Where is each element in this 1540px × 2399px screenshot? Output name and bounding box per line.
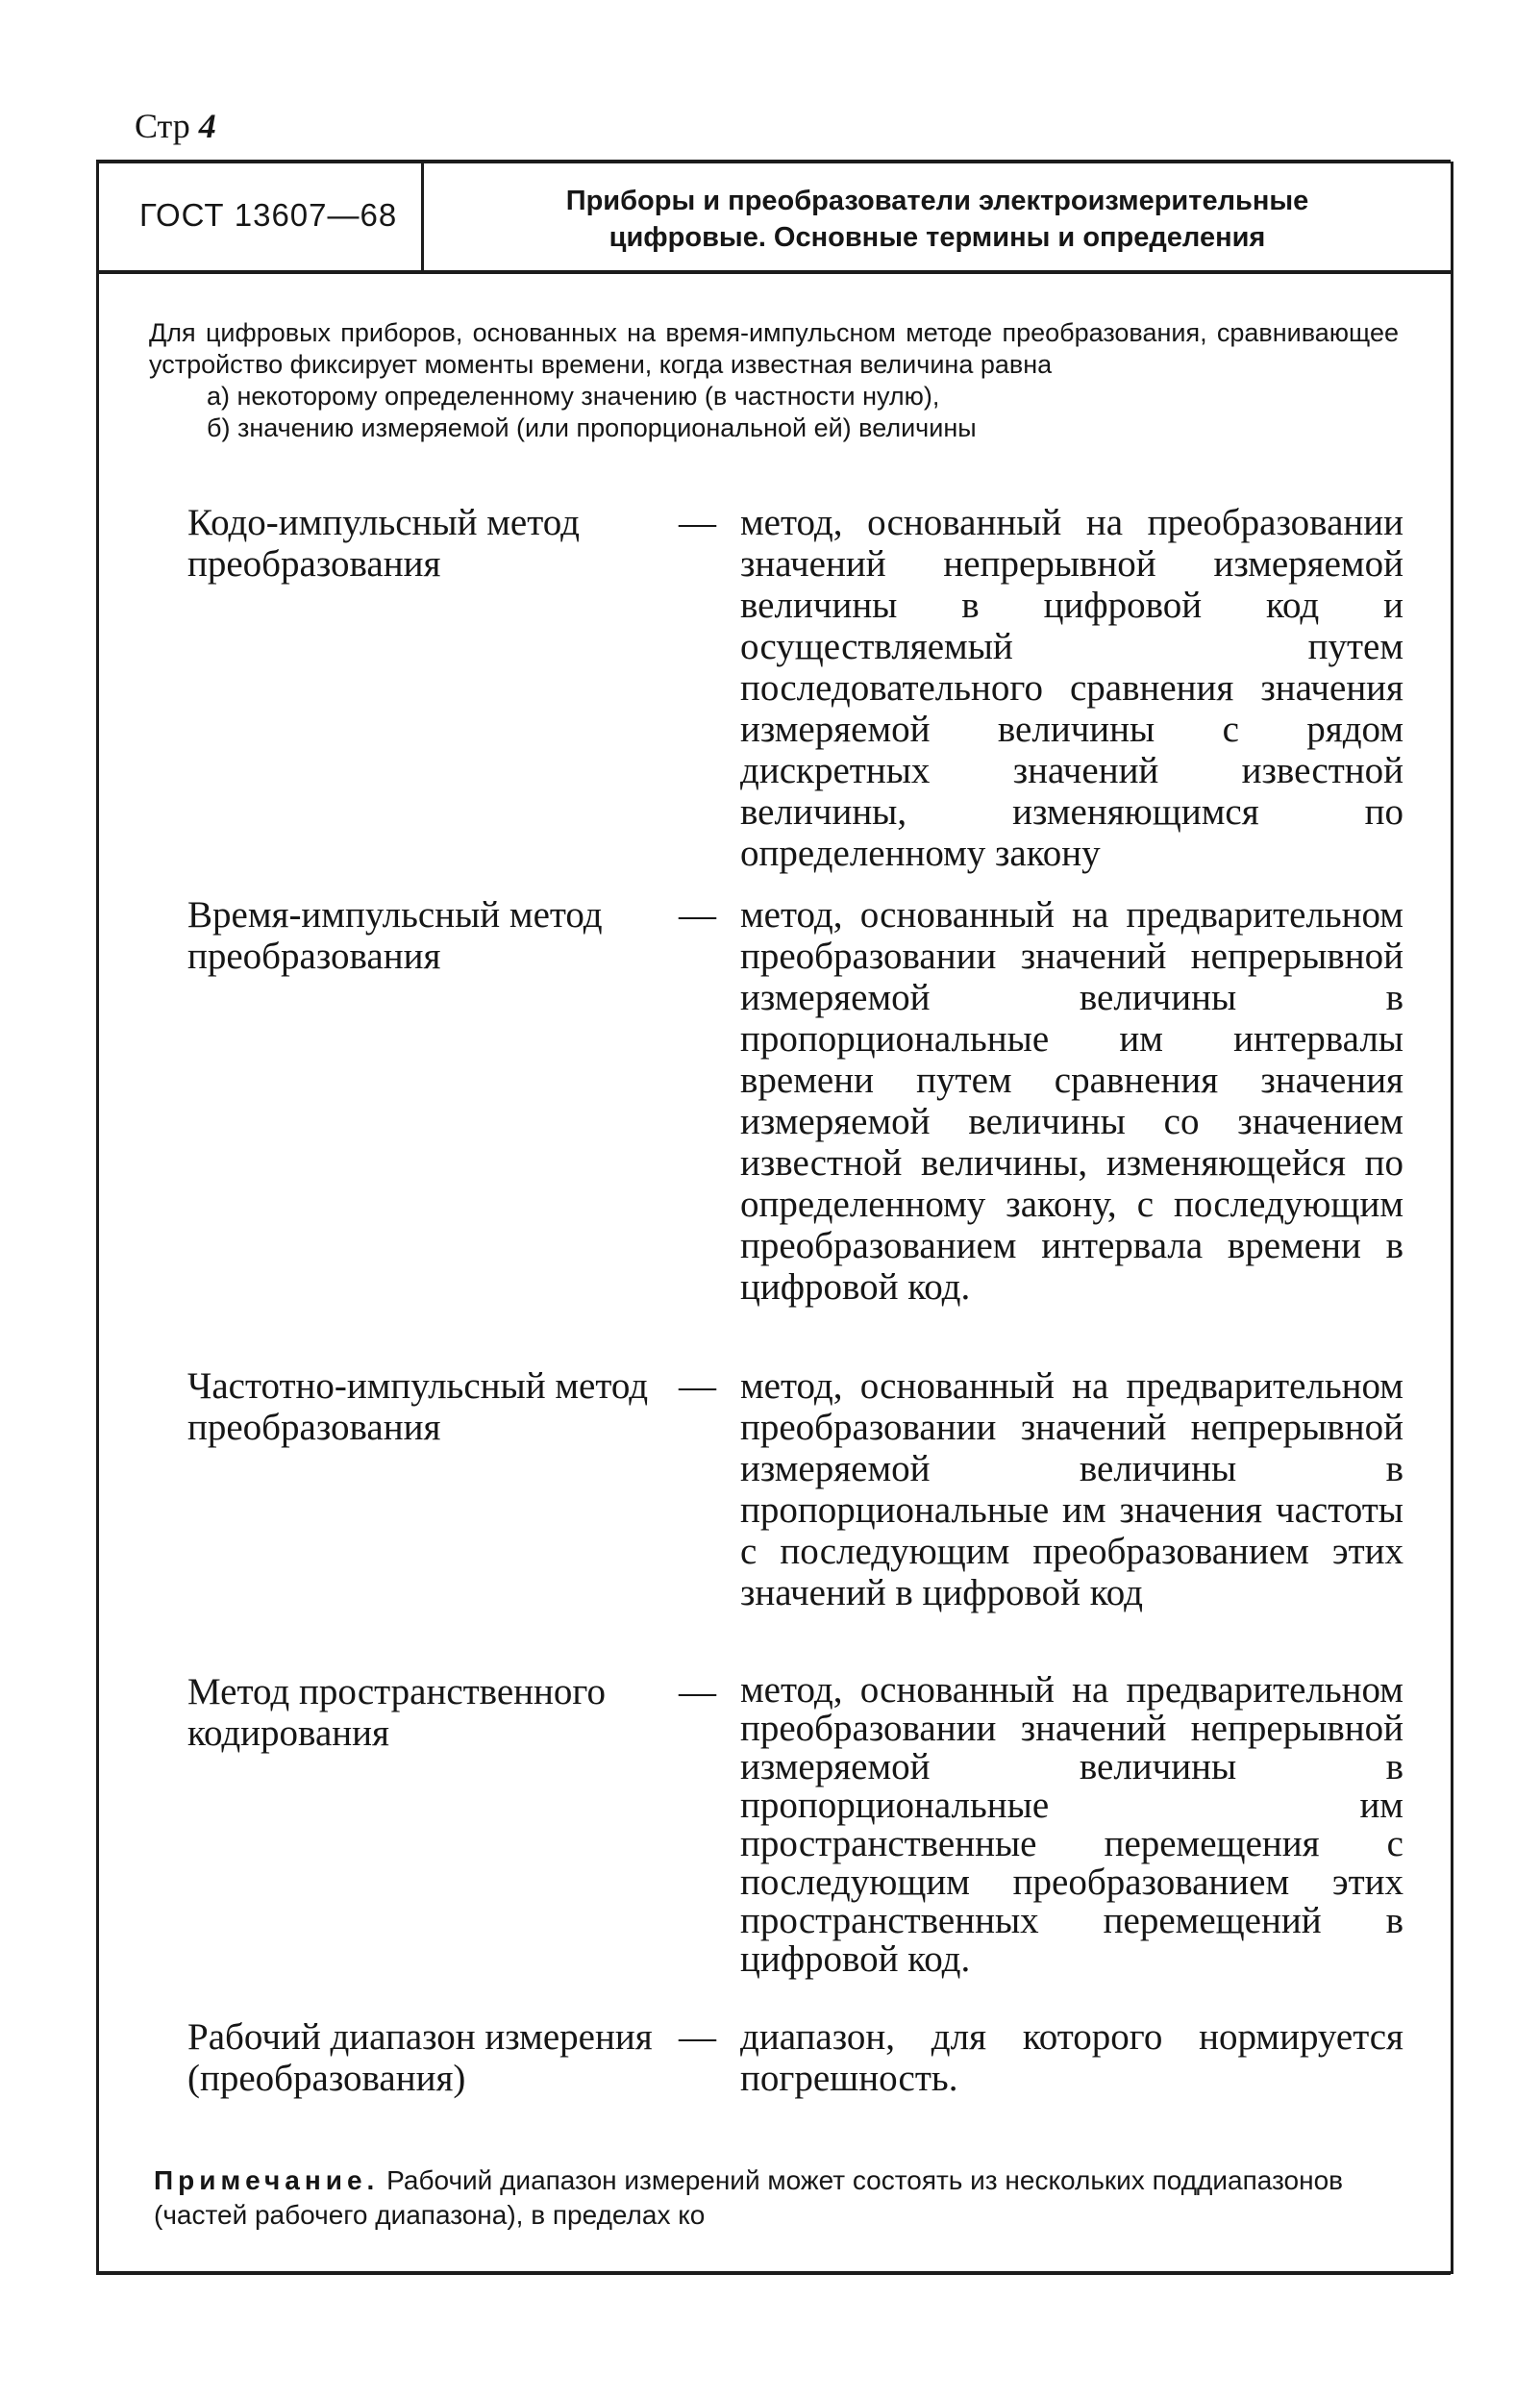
definition-working-range: диапазон, для которого нормируется погрешность.	[740, 2016, 1403, 2099]
intro-item-b: б) значению измеряемой (или пропорциональной ей) величины	[207, 413, 977, 442]
intro-block	[149, 317, 1399, 444]
intro-item-a: а) некоторому определенному значению (в частности нулю),	[207, 382, 940, 411]
definition-code-pulse: метод, основанный на преобразовании значений непрерывной измеряемой величины в цифровой код и осуществляемый путем последовательного сравнения значения измеряемой величины с рядом дискретных значений известной величины, изменяющимся по определенному закону	[740, 502, 1403, 874]
term-spatial-coding: Метод пространственного кодирования	[187, 1671, 606, 1754]
page-bottom-rule	[96, 2271, 1451, 2275]
page-number	[135, 106, 216, 146]
term-dash: —	[679, 502, 716, 543]
page-number-value: 4	[198, 107, 216, 145]
term-code-pulse: Кодо-импульсный метод преобразования	[187, 502, 580, 585]
note-text: Рабочий диапазон измерений может состоять из нескольких поддиапазонов (частей рабочего диапазона), в пределах ко	[154, 2165, 1344, 2230]
term-dash: —	[679, 1365, 716, 1407]
header-top-rule	[96, 160, 1451, 163]
term-dash: —	[679, 2016, 716, 2058]
title-line-2: цифровые. Основные термины и определения	[609, 222, 1266, 253]
note-block	[154, 2163, 1399, 2233]
term-time-pulse: Время-импульсный метод преобразования	[187, 894, 603, 977]
term-frequency-pulse: Частотно-импульсный метод преобразования	[187, 1365, 649, 1448]
document-title	[452, 183, 1423, 256]
title-line-1: Приборы и преобразователи электроизмерительные	[565, 186, 1309, 216]
intro-paragraph: Для цифровых приборов, основанных на время-импульсном методе преобразования, сравнивающее устройство фиксирует моменты времени, когда известная величина равна	[149, 318, 1399, 379]
header-separator	[421, 162, 424, 272]
definition-time-pulse: метод, основанный на предварительном преобразовании значений непрерывной измеряемой величины в пропорциональные им интервалы времени путем сравнения значения измеряемой величины со значением известной величины, изменяющейся по определенному закону, с последующим преобразованием интервала времени в цифровой код.	[740, 894, 1403, 1308]
term-dash: —	[679, 1671, 716, 1712]
page-label: Стр	[135, 107, 190, 145]
definition-frequency-pulse: метод, основанный на предварительном преобразовании значений непрерывной измеряемой величины в пропорциональные им значения частоты с последующим преобразованием этих значений в цифровой код	[740, 1365, 1403, 1613]
term-working-range: Рабочий диапазон измерения (преобразования)	[187, 2016, 653, 2099]
note-label: Примечание.	[154, 2165, 380, 2195]
header-bottom-rule	[96, 270, 1451, 274]
standard-number: ГОСТ 13607—68	[139, 197, 398, 233]
term-dash: —	[679, 894, 716, 936]
definition-spatial-coding: метод, основанный на предварительном преобразовании значений непрерывной измеряемой величины в пропорциональные им пространственные перемещения с последующим преобразованием этих пространственных перемещений в цифровой код.	[740, 1669, 1403, 1980]
